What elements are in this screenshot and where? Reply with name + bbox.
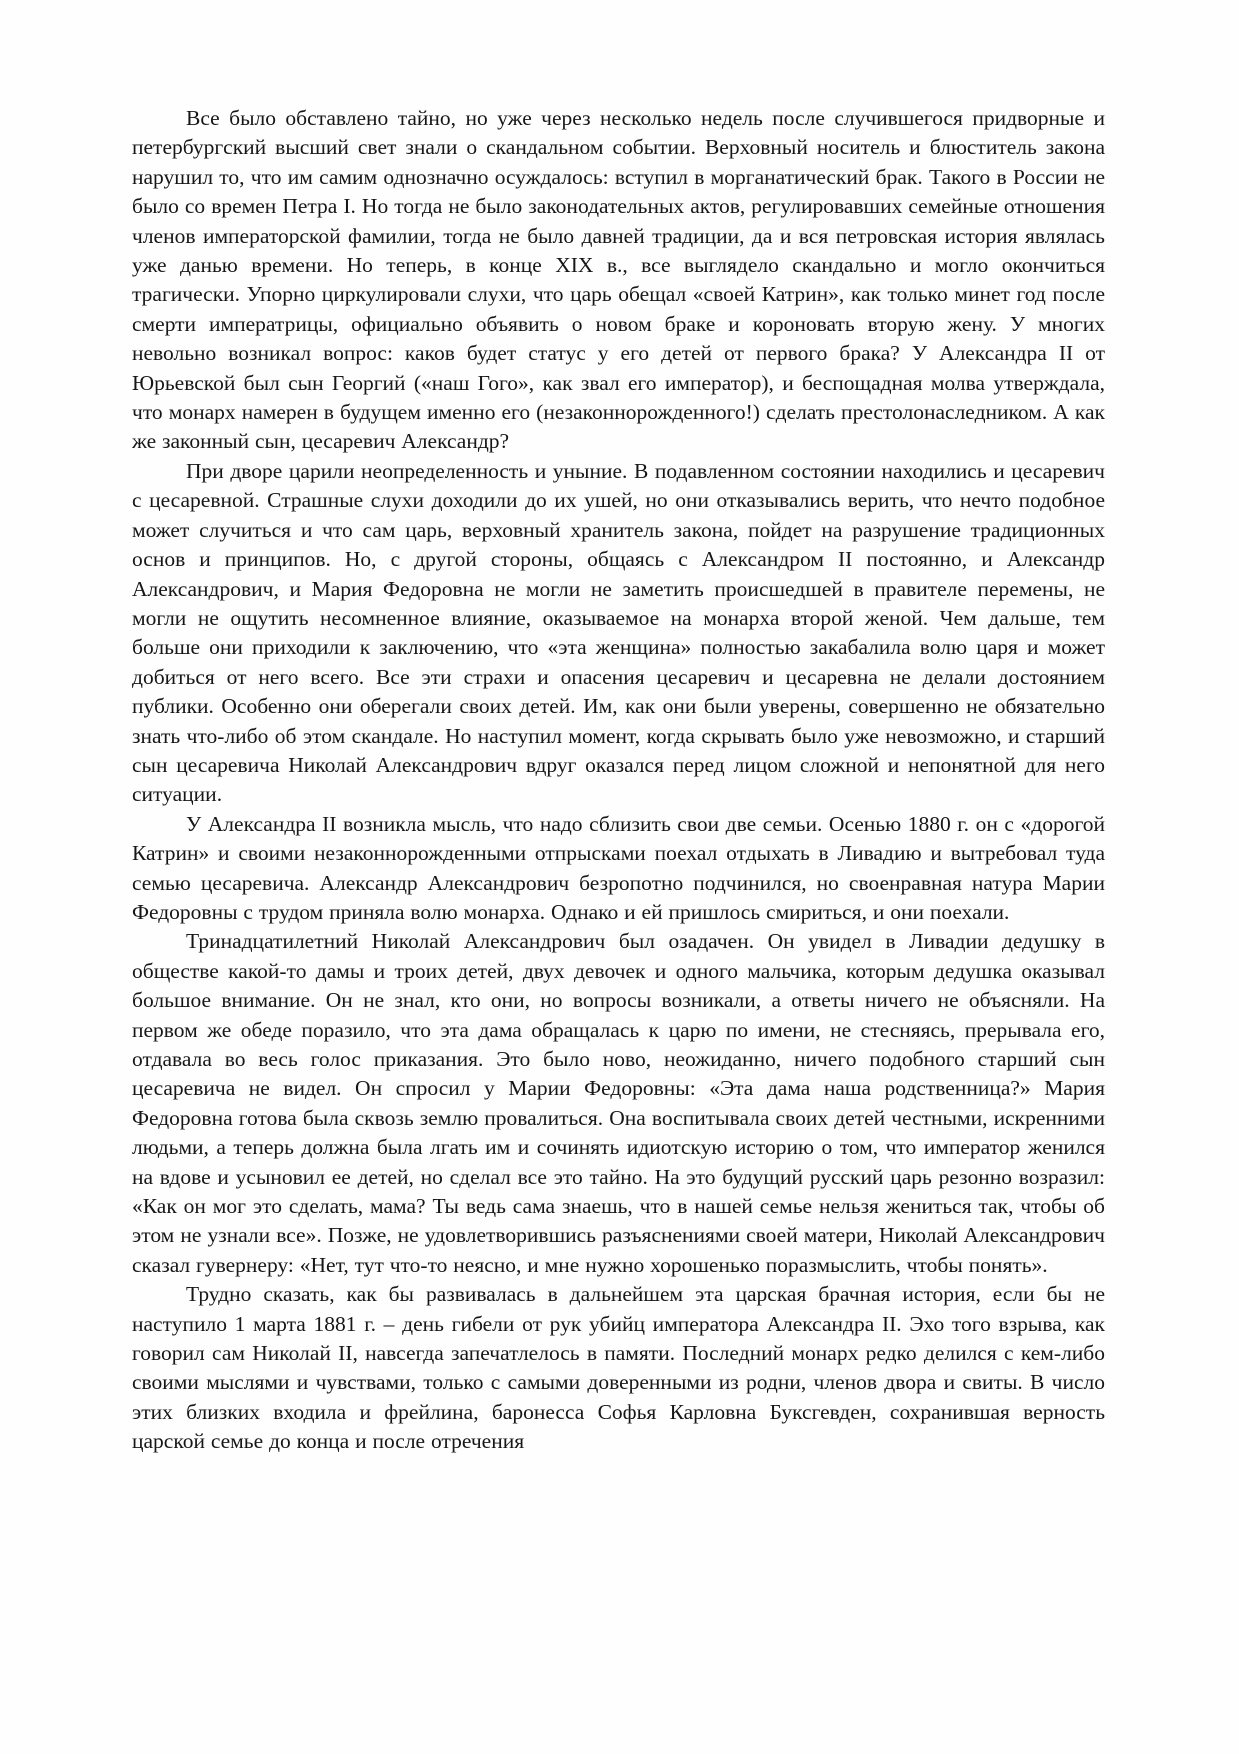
paragraph-secret-marriage: Все было обставлено тайно, но уже через несколько недель после случившегося придворные и петербургский высший свет знали о скандальном событии. Верховный носитель и блюститель закона нарушил то, что им самим однозначно осуждалось: вступил в морганатический брак. Такого в России не было со времен Петра I. Но тогда не было законодательных актов, регулировавших семейные отношения членов императорской фамилии, тогда не было давней традиции, да и вся петровская история являлась уже данью времени. Но теперь, в конце XIX в., все выглядело скандально и могло окончиться трагически. Упорно циркулировали слухи, что царь обещал «своей Катрин», как только минет год после смерти императрицы, официально объявить о новом браке и короновать вторую жену. У многих невольно возникал вопрос: каков будет статус у его детей от первого брака? У Александра II от Юрьевской был сын Георгий («наш Гого», как звал его император), и беспощадная молва утверждала, что монарх намерен в будущем именно его (незаконнорожденного!) сделать престолонаследником. А как же законный сын, цесаревич Александр? (132, 106, 1105, 454)
paragraph-march-1881: Трудно сказать, как бы развивалась в дальнейшем эта царская брачная история, если бы не наступило 1 марта 1881 г. – день гибели от рук убийц императора Александра II. Эхо того взрыва, как говорил сам Николай II, навсегда запечатлелось в памяти. Последний монарх редко делился с кем-либо своими мыслями и чувствами, только с самыми доверенными из родни, членов двора и свиты. В число этих близких входила и фрейлина, баронесса Софья Карловна Буксгевден, сохранившая верность царской семье до конца и после отречения (132, 1282, 1105, 1454)
paragraph-court-mood: При дворе царили неопределенность и уныние. В подавленном состоянии находились и цесаревич с цесаревной. Страшные слухи доходили до их ушей, но они отказывались верить, что нечто подобное может случиться и что сам царь, верховный хранитель закона, пойдет на разрушение традиционных основ и принципов. Но, с другой стороны, общаясь с Александром II постоянно, и Александр Александрович, и Мария Федоровна не могли не заметить происшедшей в правителе перемены, не могли не ощутить несомненное влияние, оказываемое на монарха второй женой. Чем дальше, тем больше они приходили к заключению, что «эта женщина» полностью закабалила волю царя и может добиться от него всего. Все эти страхи и опасения цесаревич и цесаревна не делали достоянием публики. Особенно они оберегали своих детей. Им, как они были уверены, совершенно не обязательно знать что-либо об этом скандале. Но наступил момент, когда скрывать было уже невозможно, и старший сын цесаревича Николай Александрович вдруг оказался перед лицом сложной и непонятной для него ситуации. (132, 458, 1105, 807)
paragraph-livadia-plan: У Александра II возникла мысль, что надо сблизить свои две семьи. Осенью 1880 г. он с «дорогой Катрин» и своими незаконнорожденными отпрысками поехал отдыхать в Ливадию и вытребовал туда семью цесаревича. Александр Александрович безропотно подчинился, но своенравная натура Марии Федоровны с трудом приняла волю монарха. Однако и ей пришлось смириться, и они поехали. (132, 811, 1105, 924)
body-text (132, 104, 1105, 1457)
paragraph-nicholas-puzzled: Тринадцатилетний Николай Александрович был озадачен. Он увидел в Ливадии дедушку в обществе какой-то дамы и троих детей, двух девочек и одного мальчика, которым дедушка оказывал большое внимание. Он не знал, кто они, но вопросы возникали, а ответы ничего не объясняли. На первом же обеде поразило, что эта дама обращалась к царю по имени, не стесняясь, прерывала его, отдавала во весь голос приказания. Это было ново, неожиданно, ничего подобного старший сын цесаревича не видел. Он спросил у Марии Федоровны: «Эта дама наша родственница?» Мария Федоровна готова была сквозь землю провалиться. Она воспитывала своих детей честными, искренними людьми, а теперь должна была лгать им и сочинять идиотскую историю о том, что император женился на вдове и усыновил ее детей, но сделал все это тайно. На это будущий русский царь резонно возразил: «Как он мог это сделать, мама? Ты ведь сама знаешь, что в нашей семье нельзя жениться так, чтобы об этом не узнали все». Позже, не удовлетворившись разъяснениями своей матери, Николай Александрович сказал гувернеру: «Нет, тут что-то неясно, и мне нужно хорошенько поразмыслить, чтобы понять». (132, 929, 1105, 1277)
